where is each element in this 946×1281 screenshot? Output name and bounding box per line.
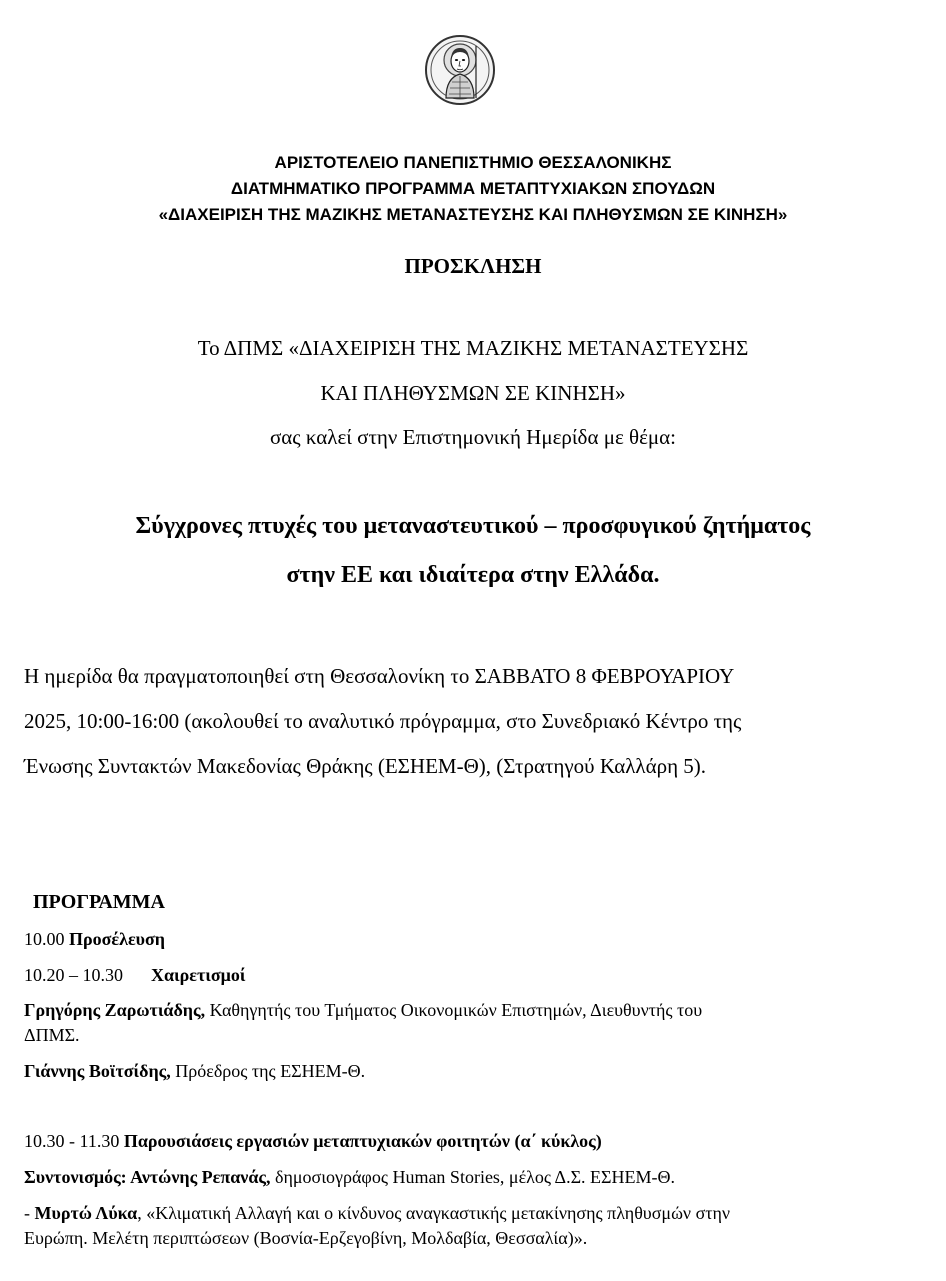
arrival-label: Προσέλευση: [69, 929, 166, 949]
arrival-time: 10.00: [24, 929, 65, 949]
program-item-arrival: [24, 928, 165, 950]
speaker-2-role: Πρόεδρος της ΕΣΗΕΜ-Θ.: [170, 1061, 366, 1081]
program-item-greetings: [24, 964, 245, 986]
university-name: ΑΡΙΣΤΟΤΕΛΕΙΟ ΠΑΝΕΠΙΣΤΗΜΙΟ ΘΕΣΣΑΛΟΝΙΚΗΣ: [274, 153, 672, 172]
presentation-1-text-cont: Ευρώπη. Μελέτη περιπτώσεων (Βοσνία-Ερζεγοβίνη, Μολδαβία, Θεσσαλία)».: [24, 1228, 588, 1248]
presentation-1-prefix: -: [24, 1203, 35, 1223]
topic-line-1: Σύγχρονες πτυχές του μεταναστευτικού – προσφυγικού ζητήματος: [135, 513, 811, 539]
presentation-1-name: Μυρτώ Λύκα: [34, 1203, 138, 1223]
program-item-session-1: [24, 1130, 602, 1152]
details-line-2: 2025, 10:00-16:00 (ακολουθεί το αναλυτικό πρόγραμμα, στο Συνεδριακό Κέντρο της: [24, 709, 742, 733]
invitation-title: ΠΡΟΣΚΛΗΣΗ: [404, 254, 542, 278]
program-title: ΠΡΟΓΡΑΜΜΑ: [33, 891, 165, 913]
intro-line-2: ΚΑΙ ΠΛΗΘΥΣΜΩΝ ΣΕ ΚΙΝΗΣΗ»: [320, 381, 626, 405]
program-type: ΔΙΑΤΜΗΜΑΤΙΚΟ ΠΡΟΓΡΑΜΜΑ ΜΕΤΑΠΤΥΧΙΑΚΩΝ ΣΠΟΥΔΩΝ: [230, 179, 716, 198]
program-name: «ΔΙΑΧΕΙΡΙΣΗ ΤΗΣ ΜΑΖΙΚΗΣ ΜΕΤΑΝΑΣΤΕΥΣΗΣ ΚΑΙ ΠΛΗΘΥΣΜΩΝ ΣΕ ΚΙΝΗΣΗ»: [158, 205, 788, 224]
greetings-time: 10.20 – 10.30: [24, 965, 123, 985]
university-seal-icon: [424, 32, 496, 116]
greetings-label: Χαιρετισμοί: [151, 965, 246, 985]
moderation: [24, 1166, 675, 1188]
details-line-1: Η ημερίδα θα πραγματοποιηθεί στη Θεσσαλονίκη το ΣΑΒΒΑΤΟ 8 ΦΕΒΡΟΥΑΡΙΟΥ: [24, 664, 735, 688]
session-1-time: 10.30 - 11.30: [24, 1131, 120, 1151]
details-line-3: Ένωσης Συντακτών Μακεδονίας Θράκης (ΕΣΗΕΜ-Θ), (Στρατηγού Καλλάρη 5).: [24, 754, 707, 778]
speaker-1-role-cont: ΔΠΜΣ.: [24, 1025, 80, 1045]
presentation-1: [24, 1202, 730, 1224]
moderation-label: Συντονισμός: Αντώνης Ρεπανάς,: [24, 1167, 271, 1187]
intro-line-1: Το ΔΠΜΣ «ΔΙΑΧΕΙΡΙΣΗ ΤΗΣ ΜΑΖΙΚΗΣ ΜΕΤΑΝΑΣΤΕΥΣΗΣ: [197, 336, 749, 360]
speaker-2: [24, 1060, 365, 1082]
topic-line-2: στην ΕΕ και ιδιαίτερα στην Ελλάδα.: [286, 562, 660, 588]
speaker-1-role: Καθηγητής του Τμήματος Οικονομικών Επιστημών, Διευθυντής του: [205, 1000, 703, 1020]
session-1-label: Παρουσιάσεις εργασιών μεταπτυχιακών φοιτητών (α΄ κύκλος): [119, 1131, 602, 1151]
speaker-1-name: Γρηγόρης Ζαρωτιάδης,: [24, 1000, 206, 1020]
speaker-1: [24, 999, 702, 1021]
presentation-1-text: , «Κλιματική Αλλαγή και ο κίνδυνος αναγκαστικής μετακίνησης πληθυσμών στην: [137, 1203, 731, 1223]
intro-line-3: σας καλεί στην Επιστημονική Ημερίδα με θέμα:: [269, 425, 677, 449]
moderation-text: δημοσιογράφος Human Stories, μέλος Δ.Σ. ΕΣΗΕΜ-Θ.: [270, 1167, 676, 1187]
speaker-2-name: Γιάννης Βοϊτσίδης,: [24, 1061, 171, 1081]
